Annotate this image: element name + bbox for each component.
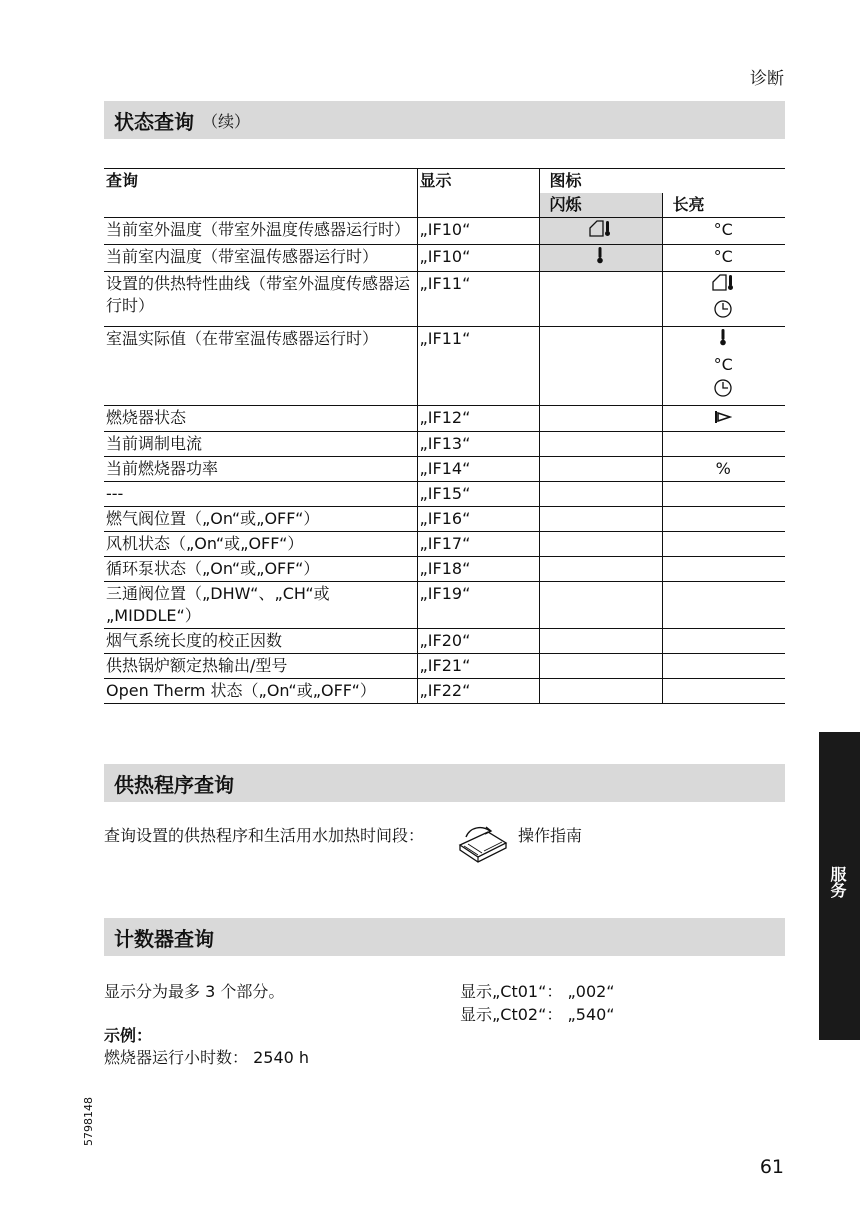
operating-instructions-ref: 操作指南 xyxy=(518,826,583,845)
row-display: „IF12“ xyxy=(417,406,539,432)
table-row xyxy=(104,327,785,406)
side-tab-label: 服务 xyxy=(828,866,847,898)
table-row xyxy=(104,653,785,678)
row-query: Open Therm 状态（„On“或„OFF“） xyxy=(104,678,417,703)
row-display: „IF20“ xyxy=(417,628,539,653)
celsius-unit: °C xyxy=(713,355,733,374)
row-query: 燃烧器状态 xyxy=(104,406,417,432)
row-display: „IF13“ xyxy=(417,431,539,456)
row-steady-symbol: °C xyxy=(662,245,785,272)
manual-book-icon xyxy=(456,823,512,871)
section-heading-heating-program xyxy=(104,764,785,802)
row-query: 当前调制电流 xyxy=(104,431,417,456)
table-row xyxy=(104,406,785,432)
col-header-steady: 长亮 xyxy=(662,193,785,218)
section-title: 状态查询 xyxy=(114,109,194,134)
row-display: „IF10“ xyxy=(417,245,539,272)
row-query: 当前室内温度（带室温传感器运行时） xyxy=(104,245,417,272)
row-display: „IF21“ xyxy=(417,653,539,678)
example-text: 燃烧器运行小时数： 2540 h xyxy=(104,1048,310,1067)
display-line-2: 显示„Ct02“： „540“ xyxy=(460,1005,615,1024)
row-query: 燃气阀位置（„On“或„OFF“） xyxy=(104,506,417,531)
display-line-1: 显示„Ct01“： „002“ xyxy=(460,982,615,1001)
row-steady-symbol xyxy=(662,327,785,406)
section-title: 计数器查询 xyxy=(114,926,214,951)
row-query: --- xyxy=(104,481,417,506)
thermometer-icon xyxy=(596,246,604,270)
row-display: „IF10“ xyxy=(417,218,539,245)
section-title: 供热程序查询 xyxy=(114,772,234,797)
row-query: 设置的供热特性曲线（带室外温度传感器运行时） xyxy=(104,272,417,327)
row-query: 供热锅炉额定热输出/型号 xyxy=(104,653,417,678)
document-number: 5798148 xyxy=(82,1097,95,1146)
table-row xyxy=(104,245,785,272)
col-header-symbol: 图标 xyxy=(539,169,785,194)
row-display: „IF19“ xyxy=(417,581,539,628)
table-row xyxy=(104,556,785,581)
table-row xyxy=(104,456,785,481)
row-display: „IF11“ xyxy=(417,327,539,406)
table-row xyxy=(104,581,785,628)
section-heading-status-query xyxy=(104,101,785,139)
row-display: „IF16“ xyxy=(417,506,539,531)
clock-icon xyxy=(713,378,733,404)
house-thermometer-icon xyxy=(588,219,612,243)
row-display: „IF18“ xyxy=(417,556,539,581)
table-row xyxy=(104,506,785,531)
col-header-flash: 闪烁 xyxy=(539,193,662,218)
table-row xyxy=(104,531,785,556)
row-display: „IF14“ xyxy=(417,456,539,481)
counter-text: 显示分为最多 3 个部分。 xyxy=(104,982,285,1001)
house-thermometer-icon xyxy=(711,273,735,297)
header-section-label: 诊断 xyxy=(750,69,784,89)
row-flash-symbol xyxy=(539,245,662,272)
row-query: 三通阀位置（„DHW“、„CH“或„MIDDLE“） xyxy=(104,581,417,628)
table-row xyxy=(104,481,785,506)
col-header-query: 查询 xyxy=(104,169,417,194)
col-header-display: 显示 xyxy=(417,169,539,194)
row-query: 室温实际值（在带室温传感器运行时） xyxy=(104,327,417,406)
example-label: 示例： xyxy=(104,1026,153,1045)
status-query-table xyxy=(104,168,785,704)
section-heading-counter-query xyxy=(104,918,785,956)
row-steady-symbol: % xyxy=(662,456,785,481)
row-steady-symbol: °C xyxy=(662,218,785,245)
row-display: „IF22“ xyxy=(417,678,539,703)
row-display: „IF15“ xyxy=(417,481,539,506)
row-steady-symbol xyxy=(662,272,785,327)
table-row xyxy=(104,678,785,703)
row-display: „IF17“ xyxy=(417,531,539,556)
table-row xyxy=(104,628,785,653)
row-flash-symbol xyxy=(539,218,662,245)
page-number: 61 xyxy=(759,1156,784,1178)
table-row xyxy=(104,218,785,245)
thermometer-icon xyxy=(719,328,727,352)
burner-icon xyxy=(714,408,732,430)
row-query: 当前室外温度（带室外温度传感器运行时） xyxy=(104,218,417,245)
heating-program-text: 查询设置的供热程序和生活用水加热时间段： xyxy=(104,826,425,845)
row-query: 循环泵状态（„On“或„OFF“） xyxy=(104,556,417,581)
row-query: 烟气系统长度的校正因数 xyxy=(104,628,417,653)
table-row xyxy=(104,272,785,327)
table-row xyxy=(104,431,785,456)
row-query: 风机状态（„On“或„OFF“） xyxy=(104,531,417,556)
clock-icon xyxy=(713,299,733,325)
row-steady-symbol xyxy=(662,406,785,432)
section-subtitle: （续） xyxy=(202,111,251,131)
row-display: „IF11“ xyxy=(417,272,539,327)
row-query: 当前燃烧器功率 xyxy=(104,456,417,481)
